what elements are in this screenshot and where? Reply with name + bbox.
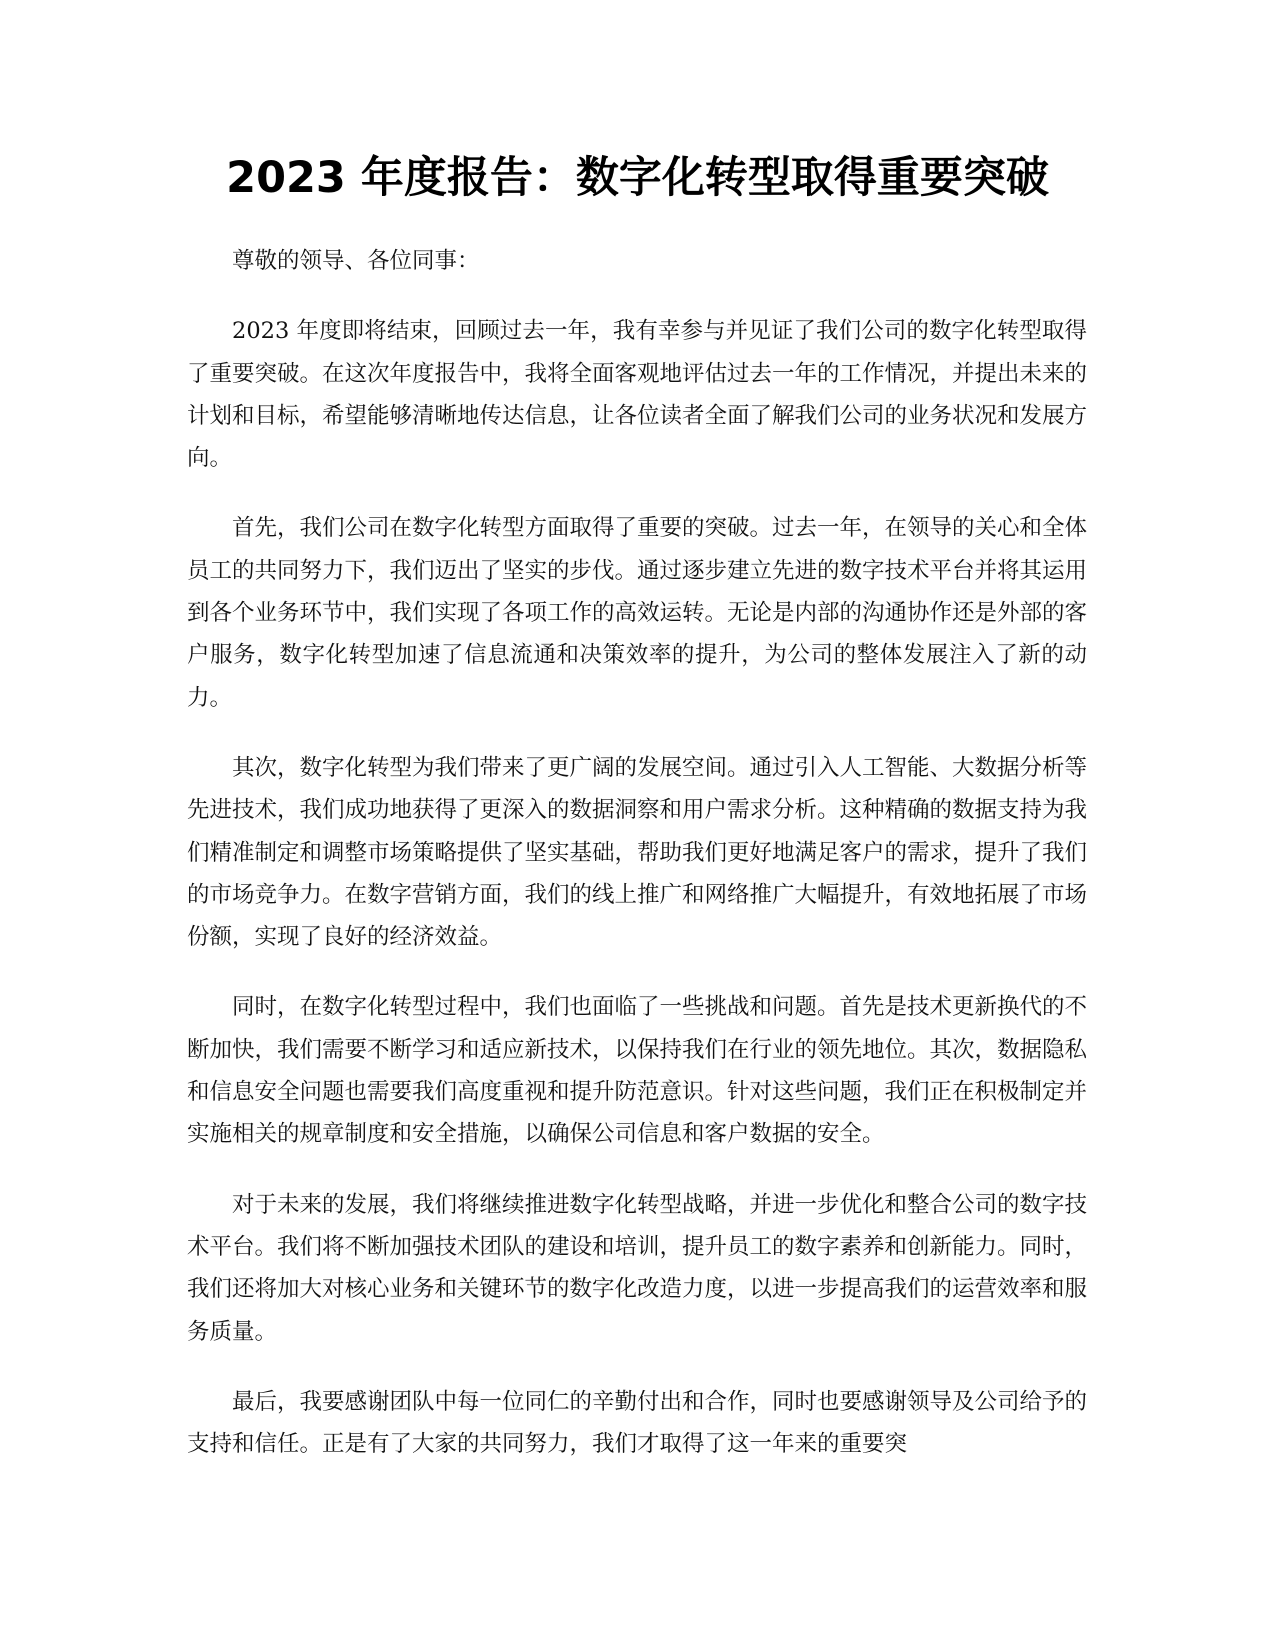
salutation: 尊敬的领导、各位同事： (232, 248, 480, 274)
paragraph-6: 最后，我要感谢团队中每一位同仁的辛勤付出和合作，同时也要感谢领导及公司给予的支持和信任。正是有了大家的共同努力，我们才取得了这一年来的重要突 (187, 1388, 1088, 1458)
document-body (187, 240, 1087, 1493)
paragraph-1: 2023 年度即将结束，回顾过去一年，我有幸参与并见证了我们公司的数字化转型取得了重要突破。在这次年度报告中，我将全面客观地评估过去一年的工作情况，并提出未来的计划和目标，希望能够清晰地传达信息，让各位读者全面了解我们公司的业务状况和发展方向。 (187, 318, 1088, 472)
paragraph-4: 同时，在数字化转型过程中，我们也面临了一些挑战和问题。首先是技术更新换代的不断加快，我们需要不断学习和适应新技术，以保持我们在行业的领先地位。其次，数据隐私和信息安全问题也需要我们高度重视和提升防范意识。针对这些问题，我们正在积极制定并实施相关的规章制度和安全措施，以确保公司信息和客户数据的安全。 (187, 994, 1088, 1148)
paragraph-2: 首先，我们公司在数字化转型方面取得了重要的突破。过去一年，在领导的关心和全体员工的共同努力下，我们迈出了坚实的步伐。通过逐步建立先进的数字技术平台并将其运用到各个业务环节中，我们实现了各项工作的高效运转。无论是内部的沟通协作还是外部的客户服务，数字化转型加速了信息流通和决策效率的提升，为公司的整体发展注入了新的动力。 (187, 515, 1088, 711)
paragraph-5: 对于未来的发展，我们将继续推进数字化转型战略，并进一步优化和整合公司的数字技术平台。我们将不断加强技术团队的建设和培训，提升员工的数字素养和创新能力。同时，我们还将加大对核心业务和关键环节的数字化改造力度，以进一步提高我们的运营效率和服务质量。 (187, 1191, 1088, 1345)
paragraph-3: 其次，数字化转型为我们带来了更广阔的发展空间。通过引入人工智能、大数据分析等先进技术，我们成功地获得了更深入的数据洞察和用户需求分析。这种精确的数据支持为我们精准制定和调整市场策略提供了坚实基础，帮助我们更好地满足客户的需求，提升了我们的市场竞争力。在数字营销方面，我们的线上推广和网络推广大幅提升，有效地拓展了市场份额，实现了良好的经济效益。 (187, 754, 1088, 951)
document-title: 2023 年度报告：数字化转型取得重要突破 (226, 153, 1049, 203)
